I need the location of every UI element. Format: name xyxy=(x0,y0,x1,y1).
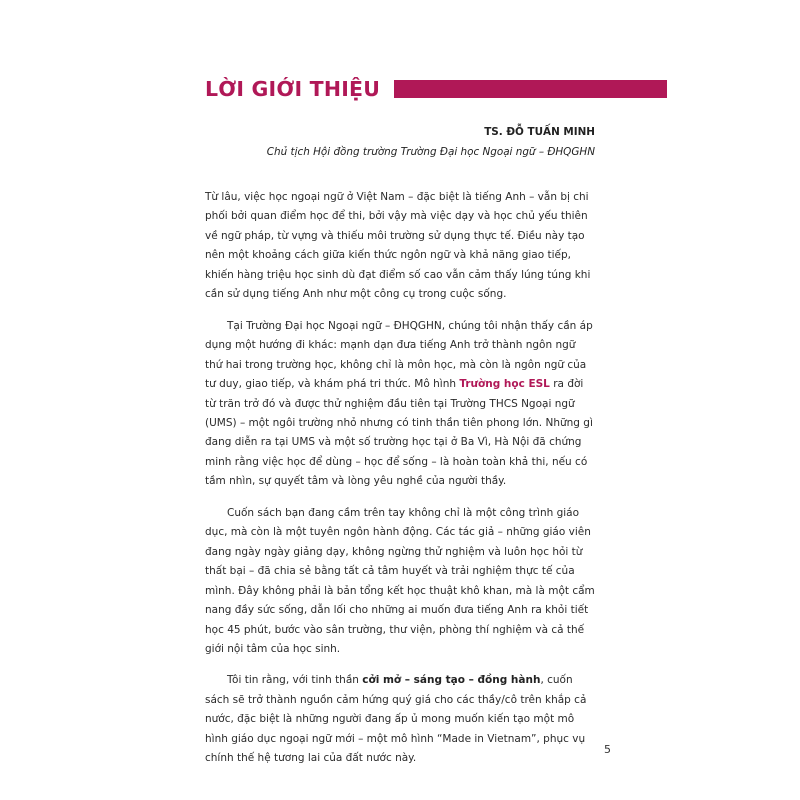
paragraph-2 xyxy=(205,317,595,492)
heading-accent-bar xyxy=(394,80,667,98)
author-name: TS. ĐỖ TUẤN MINH xyxy=(484,126,595,138)
paragraph-3: Cuốn sách bạn đang cầm trên tay không chỉ là một công trình giáo dục, mà còn là một tuyên ngôn hành động. Các tác giả – những giáo viên đang ngày ngày giảng dạy, không ngừng thử nghiệm và luôn học hỏi từ thất bại – đã chia sẻ bằng tất cả tâm huyết và trải nghiệm thực tế của mình. Đây không phải là bản tổng kết học thuật khô khan, mà là một cẩm nang đầy sức sống, dẫn lối cho những ai muốn đưa tiếng Anh ra khỏi tiết học 45 phút, bước vào sân trường, thư viện, phòng thí nghiệm và cả thế giới nội tâm của học sinh. xyxy=(205,506,595,655)
spirit-highlight: cởi mở – sáng tạo – đồng hành xyxy=(362,674,541,687)
paragraph-1: Từ lâu, việc học ngoại ngữ ở Việt Nam – đặc biệt là tiếng Anh – vẫn bị chi phối bởi quan điểm học để thi, bởi vậy mà việc dạy và học chủ yếu thiên về ngữ pháp, từ vựng và thiếu môi trường sử dụng thực tế. Điều này tạo nên một khoảng cách giữa kiến thức ngôn ngữ và khả năng giao tiếp, khiến hàng triệu học sinh dù đạt điểm số cao vẫn cảm thấy lúng túng khi cần sử dụng tiếng Anh như một công cụ trong cuộc sống. xyxy=(205,191,591,301)
esl-school-highlight: Trường học ESL xyxy=(459,378,550,391)
paragraph-4-text-after: , cuốn sách sẽ trở thành nguồn cảm hứng quý giá cho các thầy/cô trên khắp cả nước, đặc biệt là những người đang ấp ủ mong muốn kiến tạo một mô hình giáo dục ngoại ngữ mới – một mô hình “Made in Vietnam”, phục vụ chính thế hệ tương lai của đất nước này. xyxy=(205,674,587,765)
paragraph-2-text-before: Tại Trường Đại học Ngoại ngữ – ĐHQGHN, chúng tôi nhận thấy cần áp dụng một hướng đi khác: mạnh dạn đưa tiếng Anh trở thành ngôn ngữ thứ hai trong trường học, không chỉ là môn học, mà còn là ngôn ngữ của tư duy, giao tiếp, và khám phá tri thức. Mô hình xyxy=(205,319,593,391)
paragraph-4 xyxy=(205,671,595,768)
body-text xyxy=(205,188,595,781)
paragraph-4-text-before: Tôi tin rằng, với tinh thần xyxy=(227,674,363,687)
page-title: LỜI GIỚI THIỆU xyxy=(205,77,381,101)
author-role: Chủ tịch Hội đồng trường Trường Đại học Ngoại ngữ – ĐHQGHN xyxy=(266,146,595,158)
paragraph-2-text-after: ra đời từ trăn trở đó và được thử nghiệm đầu tiên tại Trường THCS Ngoại ngữ (UMS) – một ngôi trường nhỏ nhưng có tinh thần tiên phong lớn. Những gì đang diễn ra tại UMS và một số trường học tại ở Ba Vì, Hà Nội đã chứng minh rằng việc học để dùng – học để sống – là hoàn toàn khả thi, nếu có tầm nhìn, sự quyết tâm và lòng yêu nghề của người thầy. xyxy=(205,378,593,488)
page-number: 5 xyxy=(604,743,611,756)
heading-row xyxy=(205,74,667,104)
